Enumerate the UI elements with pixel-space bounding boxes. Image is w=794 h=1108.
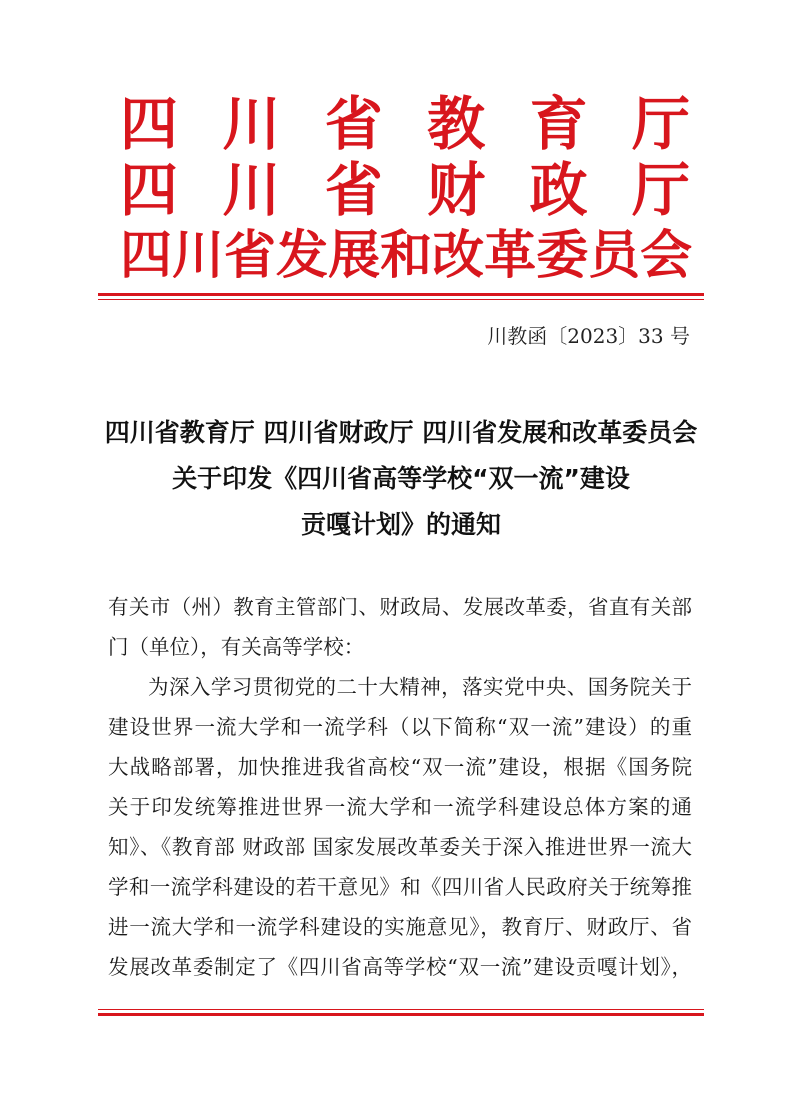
document-number: 川教函〔2023〕33 号 [487, 324, 690, 348]
body-line-3: 大战略部署，加快推进我省高校“双一流”建设，根据《国务院 [108, 755, 692, 779]
issuer-char: 省 [224, 225, 277, 286]
issuer-char: 省 [324, 90, 383, 158]
document-title-line-1: 四川省教育厅 四川省财政厅 四川省发展和改革委员会 [104, 418, 698, 447]
body-line-2: 建设世界一流大学和一流学科（以下简称“双一流”建设）的重 [108, 715, 692, 739]
issuer-char: 四 [120, 225, 173, 286]
issuer-char: 展 [328, 225, 381, 286]
issuer-name-finance-dept [120, 157, 690, 223]
header-rule-thick [98, 293, 704, 296]
issuer-char: 厅 [631, 90, 690, 158]
body-line-4: 关于印发统筹推进世界一流大学和一流学科建设总体方案的通 [108, 795, 692, 819]
issuer-char: 省 [324, 156, 383, 224]
footer-rule-thin [98, 1009, 704, 1010]
issuer-char: 和 [380, 225, 433, 286]
issuer-char: 四 [120, 156, 179, 224]
issuer-char: 发 [276, 225, 329, 286]
footer-rule-thick [98, 1013, 704, 1016]
issuer-char: 厅 [631, 156, 690, 224]
body-line-5: 知》、《教育部 财政部 国家发展改革委关于深入推进世界一流大 [108, 835, 692, 859]
issuer-name-development-commission [120, 223, 693, 289]
addressee-line-2: 门（单位），有关高等学校： [108, 635, 365, 659]
issuer-char: 川 [222, 156, 281, 224]
issuer-char: 财 [427, 156, 486, 224]
issuer-char: 育 [529, 90, 588, 158]
issuer-char: 会 [640, 225, 693, 286]
document-title-line-2: 关于印发《四川省高等学校“双一流”建设 [172, 464, 630, 493]
issuer-char: 川 [222, 90, 281, 158]
document-title-line-3: 贡嘎计划》的通知 [300, 510, 501, 539]
body-line-6: 学和一流学科建设的若干意见》和《四川省人民政府关于统筹推 [108, 875, 692, 899]
addressee-line-1: 有关市（州）教育主管部门、财政局、发展改革委，省直有关部 [108, 595, 692, 619]
issuer-char: 川 [172, 225, 225, 286]
issuer-char: 革 [484, 225, 537, 286]
body-line-1: 为深入学习贯彻党的二十大精神，落实党中央、国务院关于 [148, 675, 692, 699]
header-rule-thin [98, 299, 704, 300]
issuer-char: 政 [529, 156, 588, 224]
issuer-char: 员 [588, 225, 641, 286]
body-line-7: 进一流大学和一流学科建设的实施意见》，教育厅、财政厅、省 [108, 915, 692, 939]
issuer-char: 改 [432, 225, 485, 286]
issuer-char: 四 [120, 90, 179, 158]
issuer-char: 委 [536, 225, 589, 286]
body-line-8: 发展改革委制定了《四川省高等学校“双一流”建设贡嘎计划》， [108, 955, 692, 979]
issuer-char: 教 [427, 90, 486, 158]
issuer-name-education-dept [120, 91, 690, 157]
